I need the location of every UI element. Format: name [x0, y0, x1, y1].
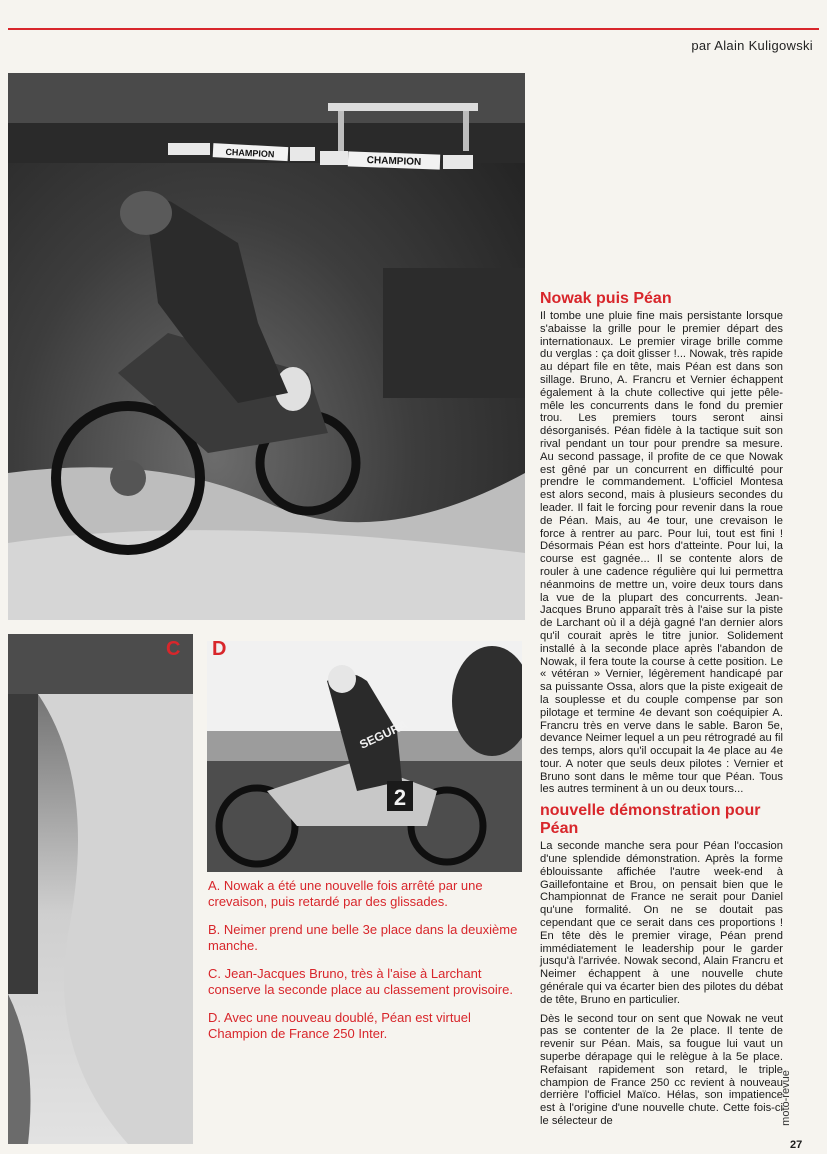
section-1-title: Nowak puis Péan — [540, 290, 672, 307]
photo-c-track-crowd — [8, 634, 193, 1144]
caption-b: B. Neimer prend une belle 3e place dans la deuxième manche. — [208, 922, 518, 953]
section-2-body-1: La seconde manche sera pour Péan l'occasion d'une splendide démonstration. Après la forme éblouissante affichée l'autre week-end à Gaillefontaine et Brou, on pensait bien que le Championnat de France ne serait pour Daniel qu'une formalité. On ne se doutait pas cependant que ce serait dans ces proportions ! En tête dès le premier virage, Péan prend immédiatement le leadership pour le garder jusqu'à l'arrivée. Nowak second, Alain Francru et Neimer échappent à une nouvelle chute générale qui va écarter bien des pilotes du débat de tête, Bruno en particulier. — [540, 840, 783, 1006]
author-byline: par Alain Kuligowski — [691, 38, 813, 53]
caption-c: C. Jean-Jacques Bruno, très à l'aise à Larchant conserve la seconde place au classement provisoire. — [208, 966, 513, 997]
photo-c-marker: C — [166, 638, 181, 660]
article-column — [540, 290, 783, 1134]
rider-jersey-text: SEGURA — [357, 717, 410, 752]
magazine-side-label — [779, 1056, 812, 1146]
svg-text:CHAMPION: CHAMPION — [366, 155, 422, 168]
photo-d-illustration — [207, 641, 522, 872]
champion-banner-2 — [348, 151, 440, 169]
caption-a: A. Nowak a été une nouvelle fois arrêté par une crevaison, puis retardé par des glissades. — [208, 878, 483, 909]
photo-main-motocross-rider — [8, 73, 525, 620]
photo-d-marker: D — [212, 638, 227, 660]
main-photo-illustration — [8, 73, 525, 620]
number-plate: 2 — [393, 785, 407, 810]
photo-captions — [208, 878, 526, 1054]
photo-c-illustration — [8, 634, 193, 1144]
section-2-body-2: Dès le second tour on sent que Nowak ne veut pas se contenter de la 2e place. Il tente de revenir sur Péan. Mais, sa fougue lui vaut un superbe dérapage qui le relègue à la 5e place. Refaisant rapidement son retard, le triple champion de France 250 cc revient à nouveau derrière l'officiel Maïco. Hélas, son impatience est à l'origine d'une nouvelle chute. Cette fois-ci le sélecteur de — [540, 1012, 783, 1128]
section-1-body: Il tombe une pluie fine mais persistante lorsque s'abaisse la grille pour le premier départ des internationaux. Le premier virage brille comme du verglas : ça doit glisser !... Nowak, très rapide au départ file en tête, mais Péan est dans son sillage. Bruno, A. Francru et Vernier échappent également à la chute collective qui jette pêle-mêle les concurrents dans le fond du premier trou. Les premiers tours seront ainsi désorganisés. Péan fidèle à la tactique suit son rival pendant un tour pour prendre sa mesure. Au second passage, il profite de ce que Nowak est gêné par un concurrent en difficulté pour prendre le commandement. L'officiel Montesa est alors second, mais à plusieurs secondes du leader. Il fait le forcing pour revenir dans la roue de Péan. Mais, au 4e tour, une crevaison le force à rentrer au parc. Pour lui, tout est fini ! Désormais Péan est hors d'atteinte. Pour lui, la course est gagnée... Il se contente alors de rouler à une cadence régulière qui lui permettra néanmoins de mettre un, voire deux tours dans la vue de la plupart des concurrents. Jean-Jacques Bruno apparaît très à l'aise sur la piste de Larchant où il a déjà gagné l'an dernier alors qu'il courait après le titre junior. Solidement installé à la seconde place après l'abandon de Nowak, il fera toute la course à cette position. Le « vétéran » Vernier, légèrement handicapé par sa puissante Ossa, alors que la piste exigeait de la souplesse et du couple compense par son pilotage et termine 4e devant son coéquipier A. Francru très en verve dans le sable. Baron 5e, devance Neimer lequel a un peu rétrogradé au fil des temps, alors qu'il occupait la 4e place au 4e tour. A noter que seuls deux pilotes : Vernier et Bruno sont dans le même tour que Péan. Tous les autres terminent à un ou deux tours... — [540, 310, 783, 796]
magazine-name: moto-revue — [779, 1070, 792, 1126]
svg-text:CHAMPION: CHAMPION — [225, 146, 275, 160]
page-number: 27 — [790, 1139, 803, 1151]
section-2-title: nouvelle démonstration pour Péan — [540, 802, 761, 838]
top-red-rule — [8, 28, 819, 30]
caption-d: D. Avec une nouveau doublé, Péan est virtuel Champion de France 250 Inter. — [208, 1010, 471, 1041]
photo-d-rider-segura — [207, 641, 522, 872]
